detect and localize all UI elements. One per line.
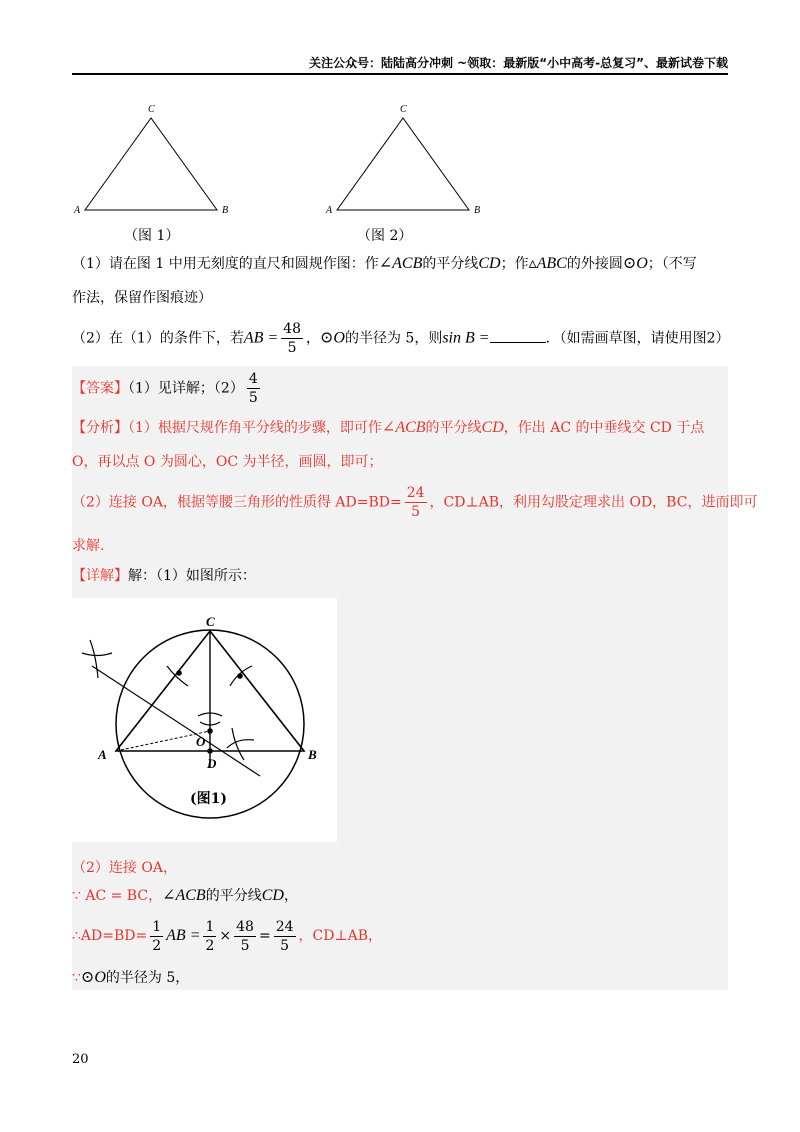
fig2-label-b: B: [474, 205, 481, 216]
fig1-label-a: A: [74, 205, 81, 216]
fraction-4-5: $\frac{4}{5}$: [248, 371, 258, 406]
question-part1-line2: 作法，保留作图痕迹）: [72, 290, 212, 306]
fraction-48-5: $\frac{48}{5}$: [283, 321, 301, 356]
label-d: D: [207, 756, 217, 771]
fraction-1-2-a: $\frac{1}{2}$: [152, 918, 162, 954]
answer-label: 【答案】: [72, 380, 128, 397]
analysis-label: 【分析】: [72, 420, 128, 436]
top-figures: [72, 98, 572, 248]
fig1-label-c: C: [148, 104, 155, 115]
construction-figure: [72, 598, 337, 842]
question-part1-line1: （1）请在图 1 中用无刻度的直尺和圆规作图：作∠ACB的平分线CD；作▵ABC的外接圆⊙O；（不写: [72, 255, 697, 272]
fraction-24-5: $\frac{24}{5}$: [406, 485, 425, 520]
page-header: 关注公众号：陆陆高分冲刺 ~领取：最新版“小中高考-总复习”、最新试卷下载: [72, 55, 728, 75]
fig2-caption: （图 2）: [357, 228, 413, 244]
answer-blank: [490, 328, 546, 343]
detail-step3: ∴AD=BD= $\frac{1}{2}$ AB = $\frac{1}{2}$ × $\frac{48}{5}$ = $\frac{24}{5}$ ，CD⊥AB，: [72, 918, 383, 954]
detail-step4: ∵⊙O的半径为 5，: [72, 969, 190, 986]
fraction-48-5-b: $\frac{48}{5}$: [236, 918, 254, 954]
answer-line: 【答案】（1）见详解；（2） $\frac{4}{5}$: [72, 371, 258, 406]
detail-line1: 【详解】解：（1）如图所示：: [72, 568, 256, 584]
figure-caption: (图1): [190, 791, 227, 807]
question-part2: （2）在（1）的条件下，若AB = $\frac{48}{5}$ ，⊙O的半径为 5，则sin B = ．（如需画草图，请使用图2）: [72, 321, 730, 356]
construction-figure-box: [72, 598, 337, 842]
fig1-caption: （图 1）: [124, 228, 180, 244]
analysis-line1: 【分析】（1）根据尺规作角平分线的步骤，即可作∠ACB的平分线CD，作出 AC 的中垂线交 CD 于点: [72, 419, 705, 436]
fig2-label-a: A: [326, 205, 333, 216]
fraction-1-2-b: $\frac{1}{2}$: [205, 918, 215, 954]
fig2-label-c: C: [400, 104, 407, 115]
figure-1: [73, 104, 228, 244]
angle-acb: ∠ACB: [378, 255, 423, 272]
label-c: C: [206, 614, 215, 629]
analysis-line4: 求解.: [72, 538, 105, 554]
analysis-line2: O，再以点 O 为圆心，OC 为半径，画圆，即可；: [72, 454, 383, 470]
detail-label: 【详解】: [72, 568, 128, 584]
page-number: 20: [72, 1052, 89, 1067]
figure-2: [325, 104, 480, 244]
detail-step2: ∵ AC = BC，∠ACB的平分线CD，: [72, 887, 298, 904]
label-a: A: [98, 747, 107, 762]
label-o: O: [196, 734, 206, 749]
detail-step1: （2）连接 OA，: [72, 860, 177, 876]
fig1-label-b: B: [222, 205, 229, 216]
analysis-line3: （2）连接 OA，根据等腰三角形的性质得 AD=BD= $\frac{24}{5}$ ，CD⊥AB，利用勾股定理求出 OD，BC，进而即可: [72, 485, 758, 520]
fraction-24-5-b: $\frac{24}{5}$: [275, 918, 294, 954]
label-b: B: [308, 747, 317, 762]
